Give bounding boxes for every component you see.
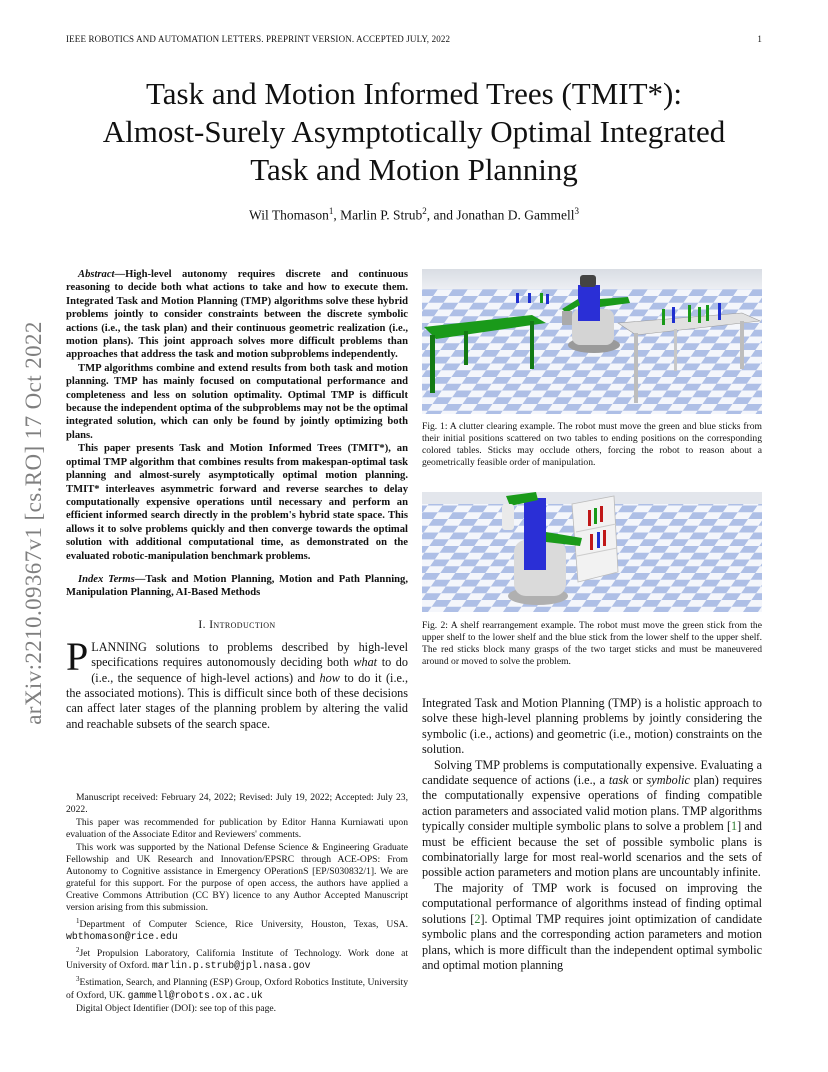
running-header: [66, 34, 762, 48]
index-terms-label: Index Terms: [78, 573, 135, 585]
footnote-funding: This work was supported by the National Defense Science & Engineering Graduate Fellowship and UK Research and Innovation/EPSRC through ACE-OPS: From Autonomy to Cognitive assistance in Emergency OPerationS [EP/S030832/1]. We are grateful for this support. For the purpose of open access, the authors have applied a Creative Commons Attribution (CC BY) licence to any Author Accepted Manuscript version arising from this submission.: [66, 842, 408, 913]
left-column: [66, 268, 408, 732]
page-number: 1: [757, 34, 762, 44]
footnote-mark: 2: [76, 946, 80, 955]
author-email[interactable]: wbthomason@rice.edu: [66, 931, 178, 943]
figure-2-caption: Fig. 2: A shelf rearrangement example. The robot must move the green stick from the upper shelf to the lower shelf and the blue stick from the lower shelf to the upper shelf. The red sticks block many grasps of the two target sticks and must be maneuvered around or moved to solve the problem.: [422, 620, 762, 668]
intro-text: to do it (i.e., the associated motions). This is difficult since both of these decisions can affect later stages of the planning problem by altering the valid and reachable subsets of the search space.: [66, 670, 408, 731]
section-title: Introduction: [209, 618, 276, 631]
abstract-text: High-level autonomy requires discrete and continuous reasoning to decide both what actions to take and how to execute them. Integrated Task and Motion Planning (TMP) algorithms solve these hybrid problems jointly to consider constraints between the discrete symbolic actions (i.e., the task plan) and their continuous geometric realization (i.e., motion plans). This joint approach solves more difficult problems than approaches that address the task and motion subproblems independently.: [66, 269, 408, 361]
figure-1-clutter-clearing: [422, 269, 762, 414]
arxiv-stamp-text: arXiv:2210.09367v1 [cs.RO] 17 Oct 2022: [21, 321, 46, 725]
intro-paragraph: [66, 633, 408, 732]
body-text: ] and must be efficient because the set of possible symbolic plans is combinatorially large for most real-world scenarios and the sets of possible action parameters and motion plans are uncountably infinite.: [422, 819, 762, 880]
affiliation-text: Jet Propulsion Laboratory, California Institute of Technology. Work done at University of Oxford.: [66, 948, 408, 972]
abstract-paragraph: This paper presents Task and Motion Informed Trees (TMIT*), an optimal TMP algorithm that combines results from makespan-optimal task planning and almost-surely asymptotically optimal motion planning. TMIT* interleaves asymmetric forward and reverse searches to delay computationally expensive operations until necessary and perform an efficient informed search directly in the problem's hybrid state space. This allows it to solve problems quickly and then converge towards the optimal solution with additional computational time, as demonstrated on the evaluated robotic-manipulation benchmark problems.: [66, 443, 408, 562]
footnote-mark: 1: [76, 917, 80, 925]
footnote-affiliation: [66, 944, 408, 972]
footnote-affiliation: [66, 915, 408, 943]
arxiv-stamp: [18, 288, 50, 758]
figure-2-shelf-rearrangement: [422, 492, 762, 612]
index-terms: [66, 573, 408, 600]
author-list: [66, 206, 762, 224]
author-affiliation-mark: 1: [328, 206, 334, 216]
citation-link[interactable]: 1: [731, 819, 738, 834]
body-text: Solving TMP problems is computationally expensive. Evaluating a candidate sequence of actions (i.e., a: [422, 757, 762, 788]
abstract-paragraph: [66, 268, 408, 362]
figure-2-render: [422, 492, 762, 612]
footnote-doi: Digital Object Identifier (DOI): see top of this page.: [76, 1002, 277, 1014]
emphasis: task: [608, 773, 629, 788]
body-text: plan) requires the computationally expensive operations of finding compatible action parameters and associated valid motion plans. TMP algorithms typically consider multiple symbolic plans to solve a problem [: [422, 773, 762, 834]
citation-link[interactable]: 2: [474, 911, 481, 926]
body-paragraph: [422, 881, 762, 973]
section-number: I.: [198, 618, 206, 631]
body-text: or: [628, 773, 647, 788]
abstract: [66, 268, 408, 563]
running-title: IEEE ROBOTICS AND AUTOMATION LETTERS. PREPRINT VERSION. ACCEPTED JULY, 2022: [66, 34, 451, 44]
author-separator: ,: [333, 207, 341, 223]
paper-title: [66, 75, 762, 189]
right-column-body: [422, 696, 762, 973]
intro-text: solutions to problems described by high-level specifications requires autonomously deciding both: [91, 639, 408, 670]
intro-text: to do (i.e., the sequence of high-level actions) and: [91, 655, 408, 685]
footnote-received: Manuscript received: February 24, 2022; Revised: July 19, 2022; Accepted: July 23, 2022.: [66, 792, 408, 815]
body-text: ]. Optimal TMP requires joint optimization of candidate symbolic plans and the corresponding action parameters and motion plans, which is more difficult than the independent optimal symbolic and optimal motion planning: [422, 911, 762, 972]
title-line-1: Task and Motion Informed Trees (TMIT*):: [146, 76, 682, 111]
footnotes: [66, 792, 408, 1016]
author-affiliation-mark: 3: [574, 206, 579, 216]
affiliation-text: Estimation, Search, and Planning (ESP) Group, Oxford Robotics Institute, University of Oxford, UK.: [66, 977, 408, 1001]
emphasis: how: [319, 670, 340, 685]
abstract-label: Abstract: [78, 269, 115, 280]
title-line-3: Task and Motion Planning: [250, 152, 578, 187]
abstract-dash: —: [114, 269, 126, 280]
author-name: Marlin P. Strub: [340, 207, 423, 223]
abstract-paragraph: TMP algorithms combine and extend results from both task and motion planning. TMP has mainly focused on computational performance and completeness and less on solution optimality. Optimal TMP is difficult because the independent optima of the subproblems may not be the optimal integrated solution, which can only be found by jointly optimizing both plans.: [66, 362, 408, 441]
index-terms-dash: —: [134, 573, 146, 585]
author-name: Wil Thomason: [249, 207, 329, 223]
footnote-editor: This paper was recommended for publication by Editor Hanna Kurniawati upon evaluation of the Associate Editor and Reviewers' comments.: [66, 817, 408, 840]
author-email[interactable]: gammell@robots.ox.ac.uk: [127, 989, 263, 1001]
section-heading: [66, 618, 408, 632]
emphasis: what: [353, 655, 378, 670]
author-affiliation-mark: 2: [422, 206, 427, 216]
footnote-mark: 3: [76, 975, 80, 984]
author-name: Jonathan D. Gammell: [456, 207, 575, 223]
title-line-2: Almost-Surely Asymptotically Optimal Integrated: [102, 114, 726, 149]
drop-cap: P: [66, 633, 89, 679]
author-email[interactable]: marlin.p.strub@jpl.nasa.gov: [151, 960, 311, 972]
footnote-affiliation: [66, 973, 408, 1001]
emphasis: symbolic: [646, 773, 690, 788]
figure-1-render: [422, 269, 762, 414]
affiliation-text: Department of Computer Science, Rice University, Houston, Texas, USA.: [79, 919, 408, 931]
body-paragraph: Integrated Task and Motion Planning (TMP) is a holistic approach to solve these high-level planning problems by jointly considering the symbolic (i.e., actions) and geometric (i.e., motion) constraints on the solution.: [422, 696, 762, 757]
author-separator: , and: [426, 207, 457, 223]
body-text: The majority of TMP work is focused on improving the computational performance of algorithms instead of finding optimal solutions [: [422, 880, 762, 926]
lead-caps: LANNING: [91, 639, 147, 654]
figure-1-caption: Fig. 1: A clutter clearing example. The robot must move the green and blue sticks from their initial positions scattered on two tables to ending positions on the corresponding colored tables. Sticks may occlude others, forcing the robot to reason about a geometrically feasible order of manipulation.: [422, 421, 762, 469]
body-paragraph: [422, 758, 762, 881]
index-terms-text: Task and Motion Planning, Motion and Path Planning, Manipulation Planning, AI-Based Methods: [66, 573, 408, 599]
